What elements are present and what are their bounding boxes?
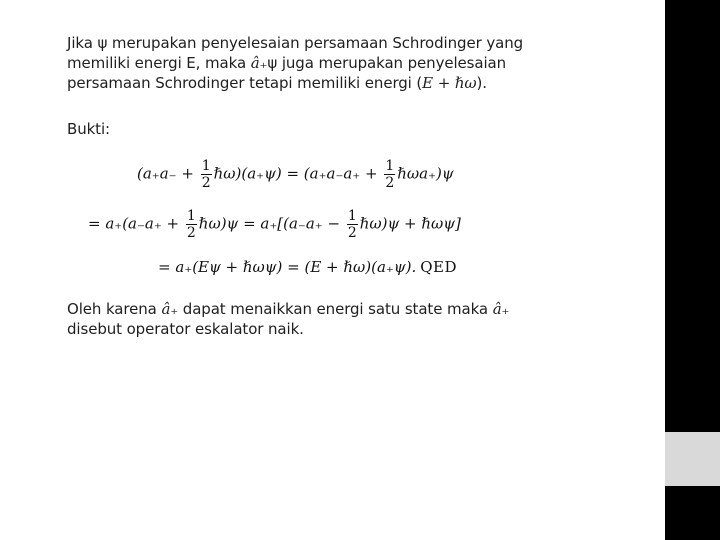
conclusion-text-b: dapat menaikkan energi satu state maka bbox=[178, 300, 493, 318]
eq1-lhs-a: (a₊a₋ + bbox=[137, 164, 199, 183]
eq3-text: = a₊(Eψ + ℏωψ) = (E + ℏω)(a₊ψ). bbox=[158, 258, 417, 276]
eq1-half-fraction-2 bbox=[384, 158, 395, 191]
eq1-frac2-num: 1 bbox=[385, 158, 395, 174]
equation-2 bbox=[88, 208, 461, 241]
eq2-frac-num: 1 bbox=[186, 208, 196, 224]
conclusion-text-a: Oleh karena bbox=[67, 300, 162, 318]
eq2-frac-den: 2 bbox=[186, 225, 196, 241]
raising-operator-1: â₊ bbox=[161, 300, 179, 318]
sidebar-gray-block bbox=[665, 432, 720, 486]
eq1-frac-num: 1 bbox=[201, 158, 211, 174]
proof-label: Bukti: bbox=[67, 120, 110, 138]
eq2-half-fraction-2 bbox=[347, 208, 358, 241]
intro-paragraph bbox=[67, 33, 537, 93]
intro-text-a: Jika ψ merupakan penyelesaian persamaan Schrodinger yang memiliki energi E, maka bbox=[67, 34, 524, 72]
energy-expression: E + ℏω bbox=[422, 74, 477, 92]
qed-mark: QED bbox=[420, 258, 458, 276]
eq2-part-c: ℏω)ψ + ℏωψ] bbox=[359, 214, 461, 233]
equation-3 bbox=[158, 258, 457, 276]
raising-operator: â₊ bbox=[250, 54, 268, 72]
eq1-lhs-b: ℏω)(a₊ψ) = (a₊a₋a₊ + bbox=[213, 164, 383, 183]
eq1-frac2-den: 2 bbox=[385, 175, 395, 191]
eq2-part-b: ℏω)ψ = a₊[(a₋a₊ − bbox=[198, 214, 345, 233]
eq2-half-fraction bbox=[186, 208, 197, 241]
intro-text-c: ). bbox=[476, 74, 487, 92]
eq2-part-a: = a₊(a₋a₊ + bbox=[88, 214, 184, 233]
equation-1 bbox=[137, 158, 454, 191]
raising-operator-2: â₊ bbox=[492, 300, 510, 318]
eq1-frac-den: 2 bbox=[201, 175, 211, 191]
eq2-frac2-num: 1 bbox=[347, 208, 357, 224]
conclusion-text-c: disebut operator eskalator naik. bbox=[67, 320, 304, 338]
eq1-rhs: ℏωa₊)ψ bbox=[397, 164, 454, 183]
eq1-half-fraction bbox=[201, 158, 212, 191]
intro-text-b: ψ juga merupakan penyelesaian persamaan Schrodinger tetapi memiliki energi ( bbox=[67, 54, 507, 92]
eq2-frac2-den: 2 bbox=[347, 225, 357, 241]
conclusion-paragraph bbox=[67, 299, 527, 339]
